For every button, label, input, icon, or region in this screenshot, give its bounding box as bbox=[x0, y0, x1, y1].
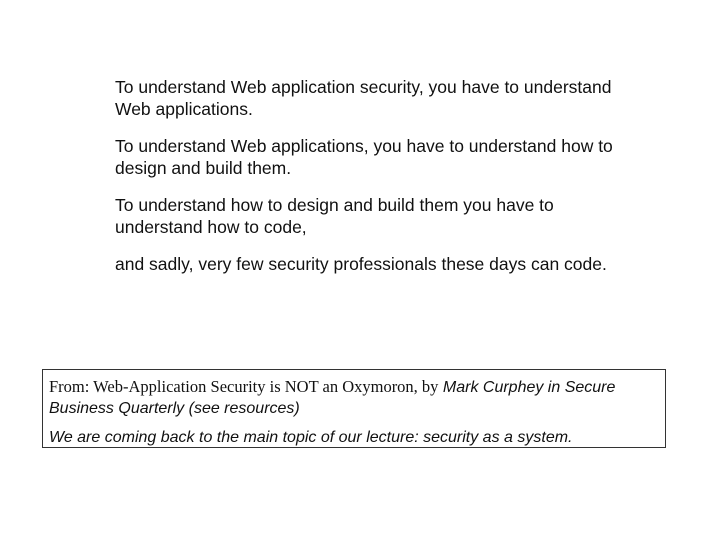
lecture-note: We are coming back to the main topic of our lecture: security as a system. bbox=[49, 429, 573, 446]
quote-paragraph-2: To understand Web applications, you have to understand how to design and build them. bbox=[115, 136, 613, 178]
quote-block bbox=[115, 76, 615, 290]
source-citation-box bbox=[42, 369, 666, 448]
quote-paragraph-3: To understand how to design and build them you have to understand how to code, bbox=[115, 195, 554, 237]
quote-paragraph-4: and sadly, very few security professionals these days can code. bbox=[115, 254, 607, 274]
source-citation bbox=[49, 376, 659, 419]
source-citation-author: Mark Curphey in Secure Business Quarterly (see resources) bbox=[49, 379, 616, 417]
quote-paragraph-1: To understand Web application security, you have to understand Web applications. bbox=[115, 77, 612, 119]
source-citation-prefix: From: Web-Application Security is NOT an Oxymoron, by bbox=[49, 377, 439, 396]
